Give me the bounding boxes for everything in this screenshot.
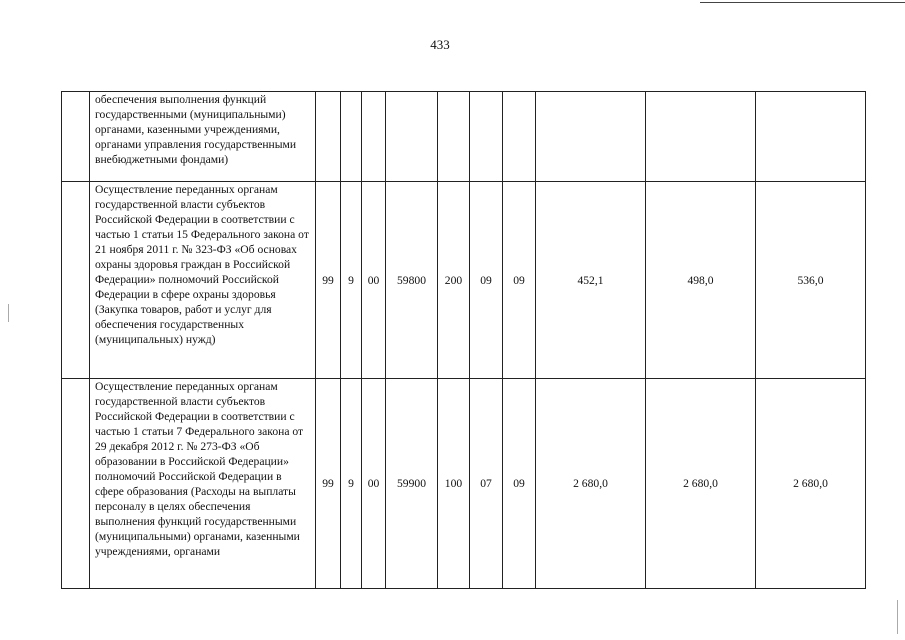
- code-cell: 99: [316, 379, 341, 589]
- amount-cell: 498,0: [646, 182, 756, 379]
- code-cell: 00: [362, 379, 386, 589]
- scan-edge-mark: [8, 304, 9, 322]
- code-cell: 59800: [386, 182, 438, 379]
- code-cell: 9: [341, 379, 362, 589]
- code-cell: 99: [316, 182, 341, 379]
- table-row: [62, 182, 866, 379]
- amount-cell: 452,1: [536, 182, 646, 379]
- subsection-cell: 09: [503, 379, 536, 589]
- code-cell: 9: [341, 182, 362, 379]
- section-cell: 07: [470, 379, 503, 589]
- subsection-cell: [503, 92, 536, 182]
- amount-cell: 2 680,0: [536, 379, 646, 589]
- top-rule: [700, 2, 905, 3]
- description-cell: Осуществление переданных органам государственной власти субъектов Российской Федерации в соответствии с частью 1 статьи 7 Федерального закона от 29 декабря 2012 г. № 273-ФЗ «Об образовании в Российской Федерации» полномочий Российской Федерации в сфере образования (Расходы на выплаты персоналу в целях обеспечения выполнения функций государственными (муниципальными) органами, казенными учреждениями, органами: [90, 379, 316, 589]
- code-cell: [362, 92, 386, 182]
- page-number: 433: [430, 37, 450, 52]
- description-cell: Осуществление переданных органам государственной власти субъектов Российской Федерации в соответствии с частью 1 статьи 15 Федерального закона от 21 ноября 2011 г. № 323-ФЗ «Об основах охраны здоровья граждан в Российской Федерации» полномочий Российской Федерации в сфере охраны здоровья (Закупка товаров, работ и услуг для обеспечения государственных (муниципальных) нужд): [90, 182, 316, 379]
- code-cell: [341, 92, 362, 182]
- budget-table: [61, 91, 866, 589]
- amount-cell: [536, 92, 646, 182]
- row-index-cell: [62, 92, 90, 182]
- row-index-cell: [62, 182, 90, 379]
- code-cell: [316, 92, 341, 182]
- subsection-cell: 09: [503, 182, 536, 379]
- amount-cell: 2 680,0: [756, 379, 866, 589]
- amount-cell: [756, 92, 866, 182]
- table-row: [62, 92, 866, 182]
- section-cell: [470, 92, 503, 182]
- amount-cell: [646, 92, 756, 182]
- expense-type-cell: 200: [438, 182, 470, 379]
- scan-edge-mark-right: [897, 600, 898, 634]
- amount-cell: 2 680,0: [646, 379, 756, 589]
- expense-type-cell: [438, 92, 470, 182]
- description-cell: обеспечения выполнения функций государственными (муниципальными) органами, казенными учреждениями, органами управления государственными внебюджетными фондами): [90, 92, 316, 182]
- code-cell: 00: [362, 182, 386, 379]
- table-row: [62, 379, 866, 589]
- amount-cell: 536,0: [756, 182, 866, 379]
- section-cell: 09: [470, 182, 503, 379]
- expense-type-cell: 100: [438, 379, 470, 589]
- row-index-cell: [62, 379, 90, 589]
- code-cell: [386, 92, 438, 182]
- code-cell: 59900: [386, 379, 438, 589]
